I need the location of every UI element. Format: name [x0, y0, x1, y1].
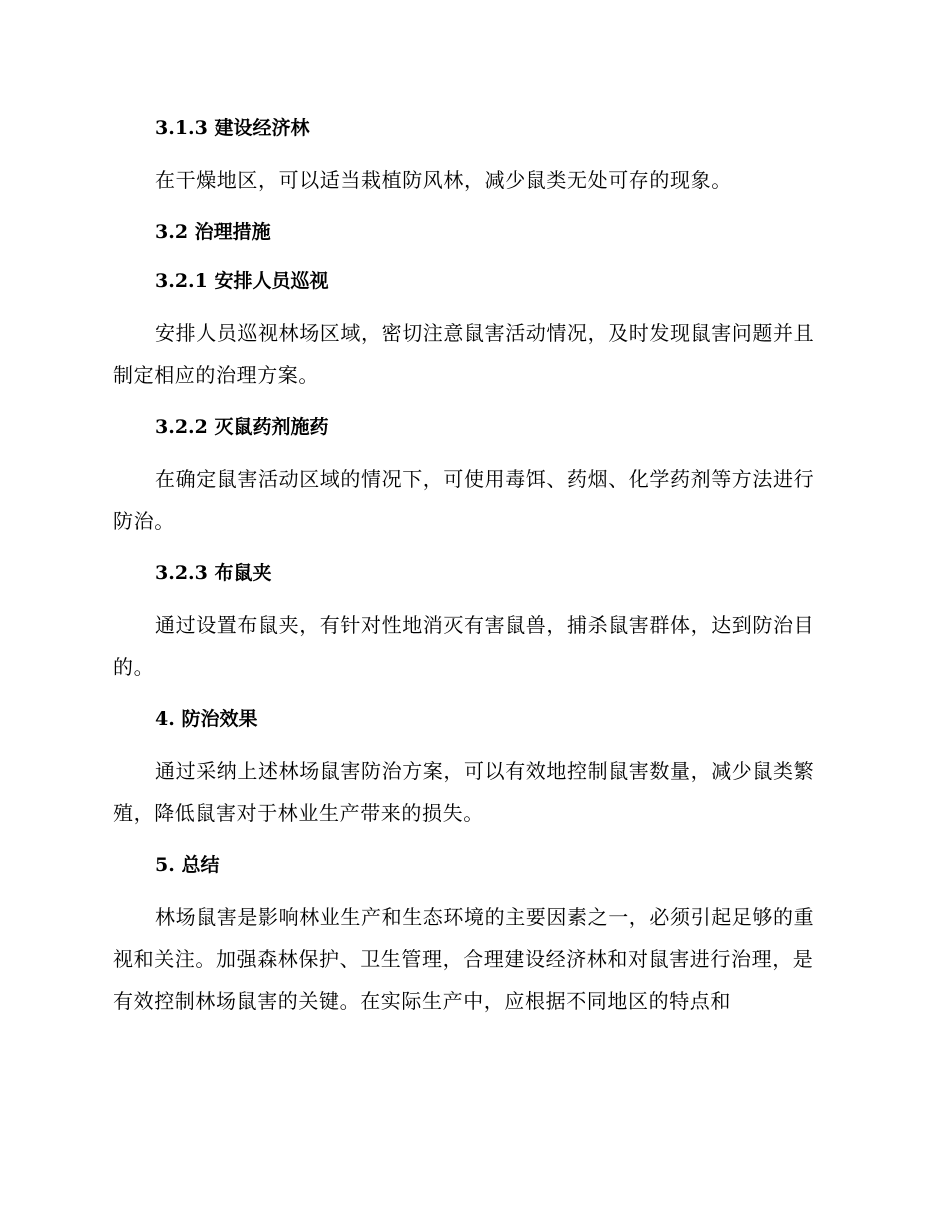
paragraph-economic-forest: 在干燥地区，可以适当栽植防风林，减少鼠类无处可存的现象。 [155, 168, 732, 192]
section-heading-5: 5. 总结 [155, 854, 220, 876]
paragraph-summary: 林场鼠害是影响林业生产和生态环境的主要因素之一，必须引起足够的重视和关注。加强森林保护、卫生管理，合理建设经济林和对鼠害进行治理，是有效控制林场鼠害的关键。在实际生产中，应根据不同地区的特点和 [113, 905, 815, 1013]
document-body [113, 110, 833, 1022]
section-heading-3-2-1: 3.2.1 安排人员巡视 [155, 270, 329, 292]
section-heading-3-2: 3.2 治理措施 [155, 221, 271, 243]
paragraph-patrol: 安排人员巡视林场区域，密切注意鼠害活动情况，及时发现鼠害问题并且制定相应的治理方案。 [113, 321, 815, 387]
section-heading-3-1-3: 3.1.3 建设经济林 [155, 117, 310, 139]
section-heading-3-2-2: 3.2.2 灭鼠药剂施药 [155, 416, 329, 438]
section-heading-3-2-3: 3.2.3 布鼠夹 [155, 562, 272, 584]
paragraph-effect: 通过采纳上述林场鼠害防治方案，可以有效地控制鼠害数量，减少鼠类繁殖，降低鼠害对于林业生产带来的损失。 [113, 759, 815, 825]
paragraph-rodenticide: 在确定鼠害活动区域的情况下，可使用毒饵、药烟、化学药剂等方法进行防治。 [113, 467, 815, 533]
paragraph-mouse-trap: 通过设置布鼠夹，有针对性地消灭有害鼠兽，捕杀鼠害群体，达到防治目的。 [113, 613, 815, 679]
section-heading-4: 4. 防治效果 [155, 708, 258, 730]
